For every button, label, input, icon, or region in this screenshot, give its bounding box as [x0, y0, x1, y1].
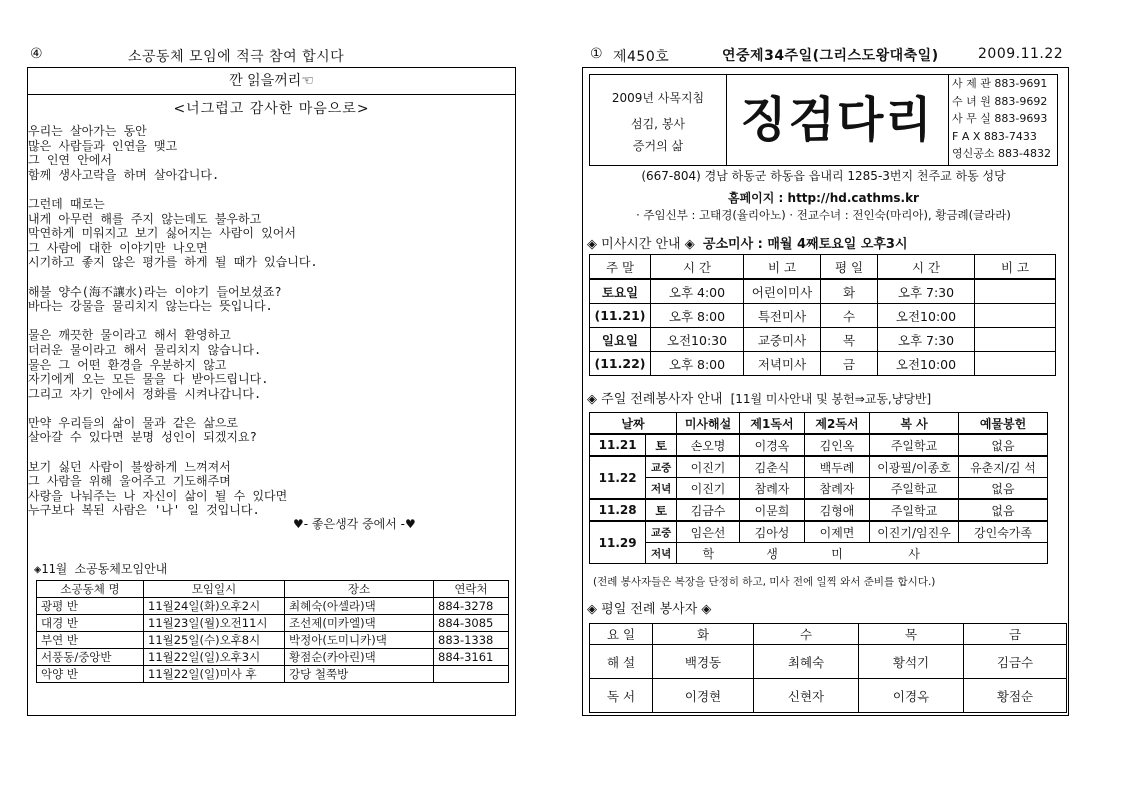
lit-type: 교중	[646, 521, 677, 543]
lit-cell: 학	[677, 543, 740, 564]
reading-section-title: 깐 읽을꺼리☜	[28, 68, 515, 95]
contact-rectory: 사 제 관 883-9691	[952, 77, 1048, 90]
week-cell: 이경현	[653, 679, 754, 713]
mass-col-weekday: 평 일	[821, 255, 878, 280]
mass-col-time: 시 간	[651, 255, 744, 280]
community-cell: 강당 철쭉방	[285, 666, 434, 683]
community-meeting-title: ◈11월 소공동체모임안내	[34, 562, 168, 576]
reflection-line: 바다는 강물을 물리치지 않는다는 뜻입니다.	[28, 299, 273, 314]
weekday-time: 오전10:00	[878, 352, 975, 376]
community-cell: 최혜숙(아셀라)댁	[285, 598, 434, 615]
reflection-line: 사랑을 나눠주는 나 자신이 삶이 될 수 있다면	[28, 488, 288, 503]
reading-subtitle: <너그럽고 감사한 마음으로>	[173, 101, 370, 117]
community-cell: 884-3085	[434, 615, 509, 632]
weekday: 금	[821, 352, 878, 376]
mass-time: 오후 4:00	[651, 279, 744, 304]
lit-date: 11.28	[590, 499, 646, 521]
week-cell: 이경옥	[859, 679, 964, 713]
bulletin-title: 징검다리	[740, 92, 934, 148]
masthead	[589, 74, 1058, 166]
weekday: 목	[821, 328, 878, 352]
lit-col-offertory: 예물봉헌	[959, 413, 1048, 435]
reflection-line: 우리는 살아가는 동안	[28, 124, 147, 138]
col-contact: 연락처	[434, 581, 509, 598]
mass-schedule-heading	[587, 233, 908, 252]
clergy-info: · 주임신부 : 고태경(율리아노) · 전교수녀 : 전인숙(마리아), 황금례(글라라)	[636, 208, 1011, 222]
lit-col-server: 복 사	[870, 413, 959, 435]
community-meeting-table	[36, 580, 509, 683]
community-cell: 883-1338	[434, 632, 509, 649]
week-role: 해 설	[590, 645, 653, 679]
reflection-line: 물은 깨끗한 물이라고 해서 환영하고	[28, 328, 231, 343]
lit-cell: 김인옥	[805, 434, 870, 456]
lit-col-commentator: 미사해설	[677, 413, 740, 435]
week-cell: 신현자	[754, 679, 859, 713]
reflection-signature: ♥- 좋은생각 중에서 -♥	[293, 517, 416, 531]
lit-cell: 유춘지/김 석	[959, 456, 1048, 478]
lit-cell: 김형애	[805, 499, 870, 521]
week-cell: 황석기	[859, 645, 964, 679]
week-cell: 황점순	[964, 679, 1067, 713]
mass-time: 오전10:30	[651, 328, 744, 352]
liturgy-ministers-table	[589, 412, 1048, 564]
saturday-label: 토요일	[590, 279, 651, 304]
lit-cell: 없음	[959, 478, 1048, 500]
reflection-line: 많은 사람들과 인연을 맺고	[28, 138, 178, 153]
community-cell: 악양 반	[37, 666, 144, 683]
lit-type: 토	[646, 499, 677, 521]
mass-heading-text: ◈ 미사시간 안내 ◈	[587, 237, 695, 252]
contact-list	[948, 75, 1060, 165]
reflection-line: 그리고 자기 안에서 정화를 시켜나갑니다.	[28, 386, 262, 401]
contact-convent: 수 녀 원 883-9692	[952, 94, 1048, 108]
lit-cell: 손오명	[677, 434, 740, 456]
lit-date: 11.21	[590, 434, 646, 456]
reflection-line: 막연하게 미워지고 보기 싫어지는 사람이 있어서	[28, 226, 296, 241]
community-cell: 대경 반	[37, 615, 144, 632]
reflection-line: 함께 생사고락을 하며 살아갑니다.	[28, 167, 220, 182]
contact-fax: F A X 883-7433	[952, 129, 1037, 143]
reflection-line: 해불 양수(海不讓水)라는 이야기 들어보셨죠?	[28, 284, 282, 299]
reading-frame	[27, 67, 516, 716]
reflection-line: 그런데 때로는	[28, 196, 105, 211]
community-cell: 광평 반	[37, 598, 144, 615]
mass-note: 저녁미사	[744, 352, 821, 376]
lit-col-date: 날짜	[590, 413, 677, 435]
mass-col-note2: 비 고	[975, 255, 1056, 280]
lit-cell: 이진기	[677, 478, 740, 500]
reflection-line: 살아갈 수 있다면 분명 성인이 되겠지요?	[28, 430, 257, 445]
reflection-line: 물은 그 어떤 환경을 우분하지 않고	[28, 357, 227, 372]
lit-cell: 없음	[959, 434, 1048, 456]
reflection-line: 누구보다 복된 사람은 '나' 일 것입니다.	[28, 503, 260, 518]
community-cell: 884-3161	[434, 649, 509, 666]
reflection-text	[28, 124, 508, 518]
col-place: 장소	[285, 581, 434, 598]
community-cell: 11월24일(화)오후2시	[144, 598, 285, 615]
lit-cell: 이진기	[677, 456, 740, 478]
lit-type: 교중	[646, 456, 677, 478]
lit-cell: 주일학교	[870, 434, 959, 456]
weekday-time: 오전10:00	[878, 304, 975, 328]
mass-col-weekend: 주 말	[590, 255, 651, 280]
weekday-ministers-heading: ◈ 평일 전례 봉사자 ◈	[587, 602, 712, 617]
paragraph-gap	[28, 401, 508, 416]
sunday-label: 일요일	[590, 328, 651, 352]
motto-line-3: 증거의 삶	[632, 139, 684, 153]
left-page-header: 소공동체 모임에 적극 참여 합시다	[128, 49, 345, 65]
liturgy-note: (전례 봉사자들은 복장을 단정히 하고, 미사 전에 일찍 와서 준비를 합시다.)	[593, 576, 936, 588]
church-address: (667-804) 경남 하동군 하동읍 읍내리 1285-3번지 천주교 하동 성당	[641, 169, 1006, 183]
lit-cell: 이제면	[805, 521, 870, 543]
lit-cell: 김춘식	[740, 456, 805, 478]
mass-note: 어린이미사	[744, 279, 821, 304]
weekday: 수	[821, 304, 878, 328]
community-cell: 부연 반	[37, 632, 144, 649]
lit-date: 11.29	[590, 521, 646, 564]
contact-gongso: 영신공소 883-4832	[952, 147, 1051, 161]
lit-cell-empty	[959, 543, 1048, 564]
week-col-day: 요 일	[590, 624, 653, 645]
lit-cell: 이문희	[740, 499, 805, 521]
left-page-number: ④	[30, 46, 43, 62]
motto-line-2: 섬김, 봉사	[631, 117, 685, 131]
lit-type: 토	[646, 434, 677, 456]
community-cell: 11월25일(수)오후8시	[144, 632, 285, 649]
weekday: 화	[821, 279, 878, 304]
lit-cell: 생	[740, 543, 805, 564]
weekday-note	[975, 304, 1056, 328]
reflection-line: 그 사람을 위해 울어주고 기도해주며	[28, 474, 231, 489]
motto-line-1: 2009년 사목지침	[611, 91, 705, 105]
lit-col-reading2: 제2독서	[805, 413, 870, 435]
community-row	[37, 649, 509, 666]
week-cell: 김금수	[964, 645, 1067, 679]
mass-note: 교중미사	[744, 328, 821, 352]
lit-cell: 없음	[959, 499, 1048, 521]
lit-type: 저녁	[646, 478, 677, 500]
community-cell: 11월23일(월)오전11시	[144, 615, 285, 632]
feast-name: 연중제34주일(그리스도왕대축일)	[722, 48, 939, 64]
weekday-note	[975, 352, 1056, 376]
community-cell: 조선제(미카엘)댁	[285, 615, 434, 632]
pastoral-motto	[590, 75, 727, 165]
weekday-note	[975, 279, 1056, 304]
contact-office: 사 무 실 883-9693	[952, 112, 1048, 126]
lit-cell: 백두례	[805, 456, 870, 478]
lit-type: 저녁	[646, 543, 677, 564]
weekday-ministers-table	[589, 623, 1067, 713]
reflection-line: 내게 아무런 해를 주지 않는데도 불우하고	[28, 211, 262, 226]
reflection-line: 만약 우리들의 삶이 물과 같은 삶으로	[28, 415, 239, 430]
community-cell: 884-3278	[434, 598, 509, 615]
community-cell: 황점순(카아린)댁	[285, 649, 434, 666]
community-cell: 박정아(도미니카)댁	[285, 632, 434, 649]
lit-cell: 이광필/이종호	[870, 456, 959, 478]
reflection-line: 보기 싫던 사람이 불쌍하게 느껴져서	[28, 459, 231, 474]
weekday-note	[975, 328, 1056, 352]
col-community: 소공동체 명	[37, 581, 144, 598]
lit-cell: 이경옥	[740, 434, 805, 456]
lit-cell: 사	[870, 543, 959, 564]
paragraph-gap	[28, 445, 508, 460]
week-col-wed: 수	[754, 624, 859, 645]
lit-cell: 임은선	[677, 521, 740, 543]
issue-number: 제450호	[613, 49, 670, 65]
community-cell: 서풍동/중앙반	[37, 649, 144, 666]
week-role: 독 서	[590, 679, 653, 713]
weekday-time: 오후 7:30	[878, 328, 975, 352]
homepage-link[interactable]: 홈페이지 : http://hd.cathms.kr	[728, 191, 919, 205]
lit-col-reading1: 제1독서	[740, 413, 805, 435]
lit-cell: 미	[805, 543, 870, 564]
reflection-line: 그 사람에 대한 이야기만 나오면	[28, 240, 208, 255]
mass-note: 특전미사	[744, 304, 821, 328]
paragraph-gap	[28, 182, 508, 197]
bulletin-frame	[582, 67, 1069, 716]
mass-col-note: 비 고	[744, 255, 821, 280]
week-col-fri: 금	[964, 624, 1067, 645]
paragraph-gap	[28, 270, 508, 285]
community-row	[37, 666, 509, 683]
community-row	[37, 598, 509, 615]
lit-cell: 참례자	[740, 478, 805, 500]
reflection-line: 시기하고 좋지 않은 평가를 하게 될 때가 있습니다.	[28, 255, 318, 270]
weekday-time: 오후 7:30	[878, 279, 975, 304]
col-datetime: 모임일시	[144, 581, 285, 598]
week-col-tue: 화	[653, 624, 754, 645]
lit-cell: 김금수	[677, 499, 740, 521]
reflection-line: 그 인연 안에서	[28, 153, 113, 168]
gongso-mass-info: 공소미사 : 매월 4째토요일 오후3시	[702, 237, 908, 252]
community-cell: 11월22일(일)오후3시	[144, 649, 285, 666]
community-row	[37, 632, 509, 649]
issue-date: 2009.11.22	[978, 46, 1064, 62]
mass-col-time2: 시 간	[878, 255, 975, 280]
saturday-date: (11.21)	[590, 304, 651, 328]
lit-cell: 이진기/임진우	[870, 521, 959, 543]
liturgy-heading-text: ◈ 주일 전례봉사자 안내	[587, 392, 723, 407]
reflection-line: 더러운 물이라고 해서 물리치지 않습니다.	[28, 342, 262, 357]
paragraph-gap	[28, 314, 508, 329]
lit-cell: 김아성	[740, 521, 805, 543]
community-cell	[434, 666, 509, 683]
lit-date: 11.22	[590, 456, 646, 499]
liturgy-heading	[587, 388, 931, 407]
lit-cell: 주일학교	[870, 499, 959, 521]
lit-cell: 주일학교	[870, 478, 959, 500]
mass-time: 오후 8:00	[651, 304, 744, 328]
reflection-line: 자기에게 오는 모든 물을 다 받아드립니다.	[28, 372, 269, 387]
week-cell: 최혜숙	[754, 645, 859, 679]
mass-time: 오후 8:00	[651, 352, 744, 376]
liturgy-heading-note: [11월 미사안내 및 봉헌⇒교동,냥당반]	[730, 392, 932, 406]
mass-schedule-table	[589, 254, 1056, 376]
week-col-thu: 목	[859, 624, 964, 645]
right-page-number: ①	[590, 46, 603, 62]
community-row	[37, 615, 509, 632]
week-cell: 백경동	[653, 645, 754, 679]
lit-cell: 참례자	[805, 478, 870, 500]
lit-cell: 강인숙가족	[959, 521, 1048, 543]
community-cell: 11월22일(일)미사 후	[144, 666, 285, 683]
sunday-date: (11.22)	[590, 352, 651, 376]
